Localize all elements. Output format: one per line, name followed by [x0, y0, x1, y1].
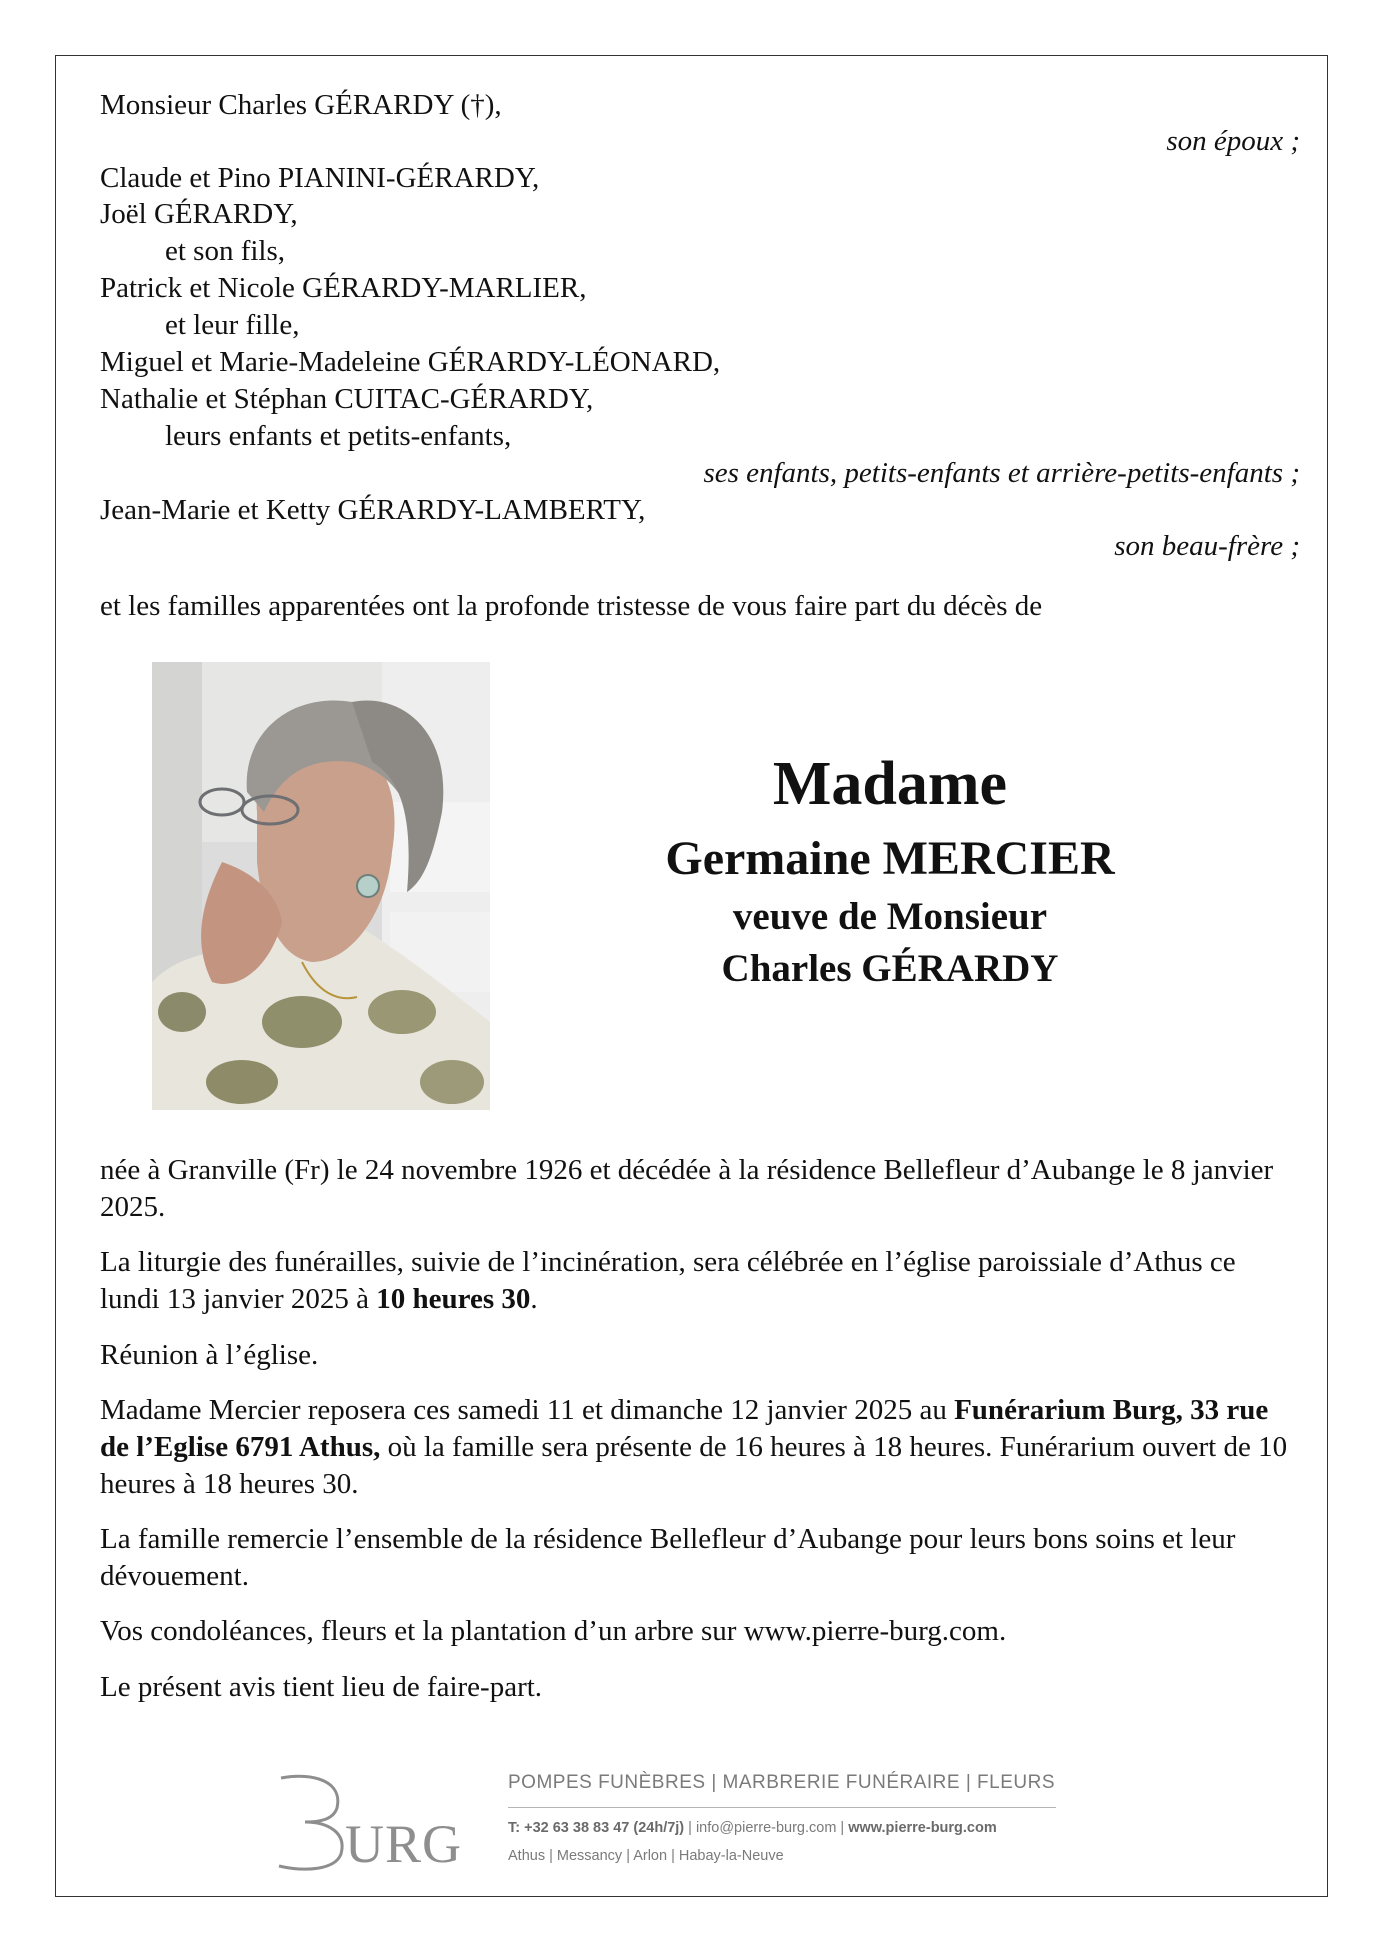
reunion-paragraph: Réunion à l’église.: [100, 1339, 319, 1371]
liturgy-time: 10 heures 30: [376, 1283, 531, 1315]
family-line: Nathalie et Stéphan CUITAC-GÉRARDY,: [100, 383, 594, 415]
family-line: Joël GÉRARDY,: [100, 198, 298, 230]
deceased-name: Germaine MERCIER: [665, 832, 1115, 885]
announcement-line: et les familles apparentées ont la profonde tristesse de vous faire part du décès de: [100, 590, 1043, 622]
website-link: www.pierre-burg.com: [848, 1820, 997, 1836]
email-address: | info@pierre-burg.com |: [684, 1820, 849, 1836]
burg-logo: [275, 1772, 465, 1872]
spouse-name: Charles GÉRARDY: [721, 947, 1059, 990]
role-spouse: son époux ;: [1166, 125, 1300, 157]
repose-paragraph: Madame Mercier reposera ces samedi 11 et dimanche 12 janvier 2025 au Funérarium Burg, 33 rue de l’Eglise 6791 Athus, où la famille sera présente de 16 heures à 18 heures. Funérarium ouvert de 10 heures à 18 heures 30.: [100, 1394, 1288, 1500]
phone-hours: (24h/7j): [633, 1820, 685, 1836]
role-children: ses enfants, petits-enfants et arrière-petits-enfants ;: [703, 457, 1300, 489]
phone-number: T: +32 63 38 83 47: [508, 1820, 630, 1836]
thanks-paragraph: La famille remercie l’ensemble de la résidence Bellefleur d’Aubange pour leurs bons soins et leur dévouement.: [100, 1523, 1236, 1592]
family-line: leurs enfants et petits-enfants,: [165, 420, 512, 452]
funerarium-address: Funérarium Burg, 33 rue de l’Eglise 6791 Athus,: [100, 1394, 1269, 1463]
family-line: Claude et Pino PIANINI-GÉRARDY,: [100, 162, 540, 194]
footer-divider: [508, 1807, 1056, 1808]
family-line: Miguel et Marie-Madeleine GÉRARDY-LÉONARD,: [100, 346, 721, 378]
role-brother-in-law: son beau-frère ;: [1114, 530, 1300, 562]
services-line: POMPES FUNÈBRES | MARBRERIE FUNÉRAIRE | FLEURS: [508, 1772, 1056, 1793]
portrait-photo: [152, 662, 490, 1110]
notice-paragraph: Le présent avis tient lieu de faire-part.: [100, 1671, 543, 1703]
family-line: et son fils,: [165, 235, 286, 267]
widow-of-line: veuve de Monsieur: [732, 895, 1048, 938]
family-line: Patrick et Nicole GÉRARDY-MARLIER,: [100, 272, 587, 304]
birth-death-paragraph: née à Granville (Fr) le 24 novembre 1926 et décédée à la résidence Bellefleur d’Aubange le 8 janvier 2025.: [100, 1154, 1274, 1223]
family-line: Jean-Marie et Ketty GÉRARDY-LAMBERTY,: [100, 494, 646, 526]
liturgy-paragraph: La liturgie des funérailles, suivie de l’incinération, sera célébrée en l’église paroissiale d’Athus ce lundi 13 janvier 2025 à 10 heures 30.: [100, 1246, 1236, 1315]
svg-text:URG: URG: [345, 1814, 463, 1872]
family-line-husband: Monsieur Charles GÉRARDY (†),: [100, 89, 502, 121]
condolences-paragraph: Vos condoléances, fleurs et la plantation d’un arbre sur www.pierre-burg.com.: [100, 1615, 1007, 1647]
deceased-title: Madame: [772, 750, 1008, 818]
family-line: et leur fille,: [165, 309, 300, 341]
contact-line: [508, 1820, 997, 1836]
locations-line: Athus | Messancy | Arlon | Habay-la-Neuve: [508, 1848, 784, 1864]
